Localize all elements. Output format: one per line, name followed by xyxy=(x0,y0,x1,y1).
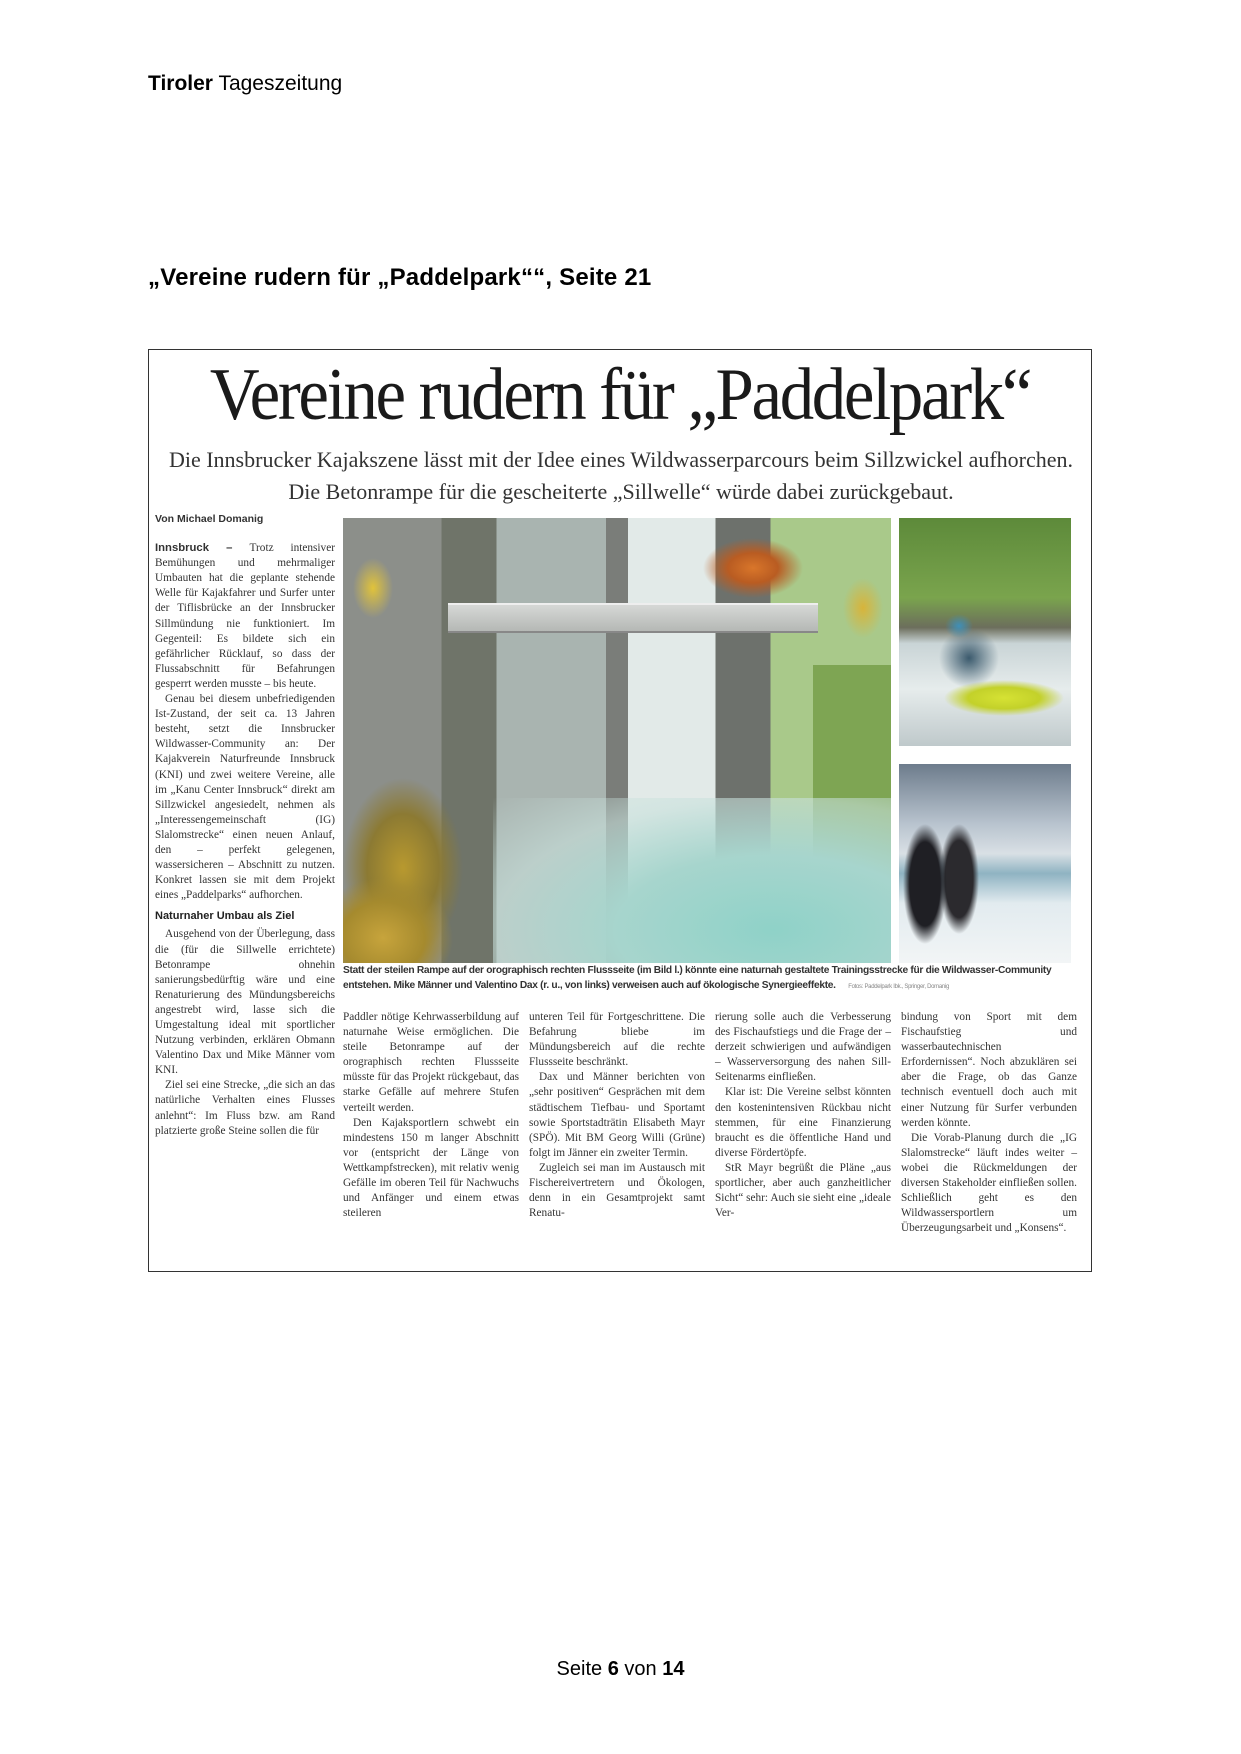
article-column-2 xyxy=(343,1010,519,1221)
paragraph-text: Trotz intensiver Bemühungen und mehrmaliger Umbauten hat die geplante stehende Welle für Kajakfahrer und Surfer unter der Tiflisbrücke an der Innsbrucker Sillmündung nie funktioniert. Im Gegenteil: Es bildete sich ein gefährlicher Rücklauf, so dass der Flussabschnitt für Befahrungen gesperrt werden musste – bis heute. xyxy=(155,542,335,690)
aerial-river-photo xyxy=(343,518,891,963)
article-headline: Vereine rudern für „Paddelpark“ xyxy=(209,354,1031,436)
article-paragraph: Den Kajaksportlern schwebt ein mindestens 150 m langer Abschnitt vor (entspricht der Länge von Wettkampfstrecken), mit relativ wenig Gefälle im oberen Teil für Nachwuchs und Anfänger und einem etwas steileren xyxy=(343,1116,519,1220)
page-current: 6 xyxy=(607,1658,619,1680)
article-paragraph: Zugleich sei man im Austausch mit Fischereivertretern und Ökologen, denn in ein Gesamtprojekt samt Renatu- xyxy=(529,1161,705,1220)
article-column-5 xyxy=(901,1010,1077,1236)
article-paragraph: Paddler nötige Kehrwasserbildung auf naturnahe Weise ermöglichen. Die steile Betonrampe auf der orographisch rechten Flussseite müsste für das Projekt rückgebaut, das starke Gefälle auf mehrere Stufen verteilt werden. xyxy=(343,1011,519,1114)
article-dateline: Innsbruck – xyxy=(155,542,250,555)
caption-text: Statt der steilen Rampe auf der orographisch rechten Flussseite (im Bild l.) könnte eine naturnah gestaltete Trainingsstrecke für die Wildwasser-Community entstehen. Mike Männer und Valentino Dax (r. u., von links) verweisen auch auf ökologische Synergieeffekte. xyxy=(343,965,1052,991)
page-of-label: von xyxy=(624,1658,657,1680)
article-paragraph: bindung von Sport mit dem Fischaufstieg und wasserbautechnischen Erfordernissen“. Noch abzuklären sei aber die Frage, ob das Ganze technisch eventuell doch auch mit einer Nutzung für Surfer verbunden werden könnte. xyxy=(901,1011,1077,1129)
article-paragraph: unteren Teil für Fortgeschrittene. Die Befahrung bliebe im Mündungsbereich auf die rechte Flussseite beschränkt. xyxy=(529,1011,705,1069)
article-column-4 xyxy=(715,1010,891,1221)
page-footer xyxy=(0,1658,1241,1681)
article-column-3 xyxy=(529,1010,705,1221)
article-paragraph: Ziel sei eine Strecke, „die sich an das natürliche Verhalten eines Flusses anlehnt“: Im Fluss bzw. am Rand platzierte große Steine sollen die für xyxy=(155,1079,335,1137)
publication-name-rest: Tageszeitung xyxy=(218,72,343,95)
photo-caption xyxy=(343,964,1078,994)
article-paragraph: Dax und Männer berichten von „sehr positiven“ Gesprächen mit dem städtischem Tiefbau- und Sportamt sowie Sportstadträtin Elisabeth Mayr (SPÖ). Mit BM Georg Willi (Grüne) folgt im Jänner ein zweiter Termin. xyxy=(529,1071,705,1159)
publication-name-bold: Tiroler xyxy=(148,72,213,95)
article-byline: Von Michael Domanig xyxy=(155,513,264,525)
publication-header xyxy=(148,72,342,96)
photo-credit: Fotos: Paddelpark Ibk., Springer, Domanig xyxy=(848,983,949,990)
article-subheadline: Die Innsbrucker Kajakszene lässt mit der Idee eines Wildwasserparcours beim Sillzwickel aufhorchen. Die Betonrampe für die gescheiterte „Sillwelle“ würde dabei zurückgebaut. xyxy=(168,447,1074,504)
article-column-1 xyxy=(155,512,335,1139)
article-paragraph: Klar ist: Die Vereine selbst könnten den kostenintensiven Rückbau nicht stemmen, für eine Finanzierung braucht es die öffentliche Hand und diverse Fördertöpfe. xyxy=(715,1086,891,1159)
article-subtitle: Naturnaher Umbau als Ziel xyxy=(155,910,295,923)
page-label: Seite xyxy=(556,1658,603,1680)
article-paragraph: Genau bei diesem unbefriedigenden Ist-Zustand, der seit ca. 13 Jahren besteht, setzt die Innsbrucker Wildwasser-Community an: Der Kajakverein Naturfreunde Innsbruck (KNI) und zwei weitere Vereine, alle im „Kanu Center Innsbruck“ direkt am Sillzwickel angesiedelt, nehmen als „Interessengemeinschaft (IG) Slalomstrecke“ einen neuen Anlauf, den – perfekt gelegenen, wassersicheren – Abschnitt zu nutzen. Konkret lassen sie mit dem Projekt eines „Paddelparks“ aufhorchen. xyxy=(155,693,335,902)
article-paragraph: Die Vorab-Planung durch die „IG Slalomstrecke“ läuft indes weiter – wobei die Rückmeldungen der diversen Stakeholder einfließen sollen. Schließlich geht es den Wildwassersportlern um Überzeugungsarbeit und „Konsens“. xyxy=(901,1131,1077,1235)
article-paragraph: rierung solle auch die Verbesserung des Fischaufstiegs und die Frage der – derzeit schwierigen und aufwändigen – Wasserversorgung des nahen Sill-Seitenarms einfließen. xyxy=(715,1011,891,1084)
newspaper-clipping xyxy=(148,349,1092,1272)
two-men-riverside-photo xyxy=(899,764,1071,963)
article-paragraph xyxy=(155,541,335,692)
article-paragraph: StR Mayr begrüßt die Pläne „aus sportlicher, aber auch ganzheitlicher Sicht“ sehr: Auch sie sieht eine „ideale Ver- xyxy=(715,1161,891,1220)
page-total: 14 xyxy=(662,1658,685,1680)
article-paragraph: Ausgehend von der Überlegung, dass die (für die Sillwelle errichtete) Betonrampe ohnehin sanierungsbedürftig wäre und eine Renaturierung des Mündungsbereichs angestrebt wird, lasse sich die Umgestaltung ideal mit sportlicher Nutzung verbinden, erklären Obmann Valentino Dax und Mike Männer vom KNI. xyxy=(155,928,335,1077)
document-title: „Vereine rudern für „Paddelpark““, Seite 21 xyxy=(148,264,652,291)
kayaker-photo xyxy=(899,518,1071,746)
